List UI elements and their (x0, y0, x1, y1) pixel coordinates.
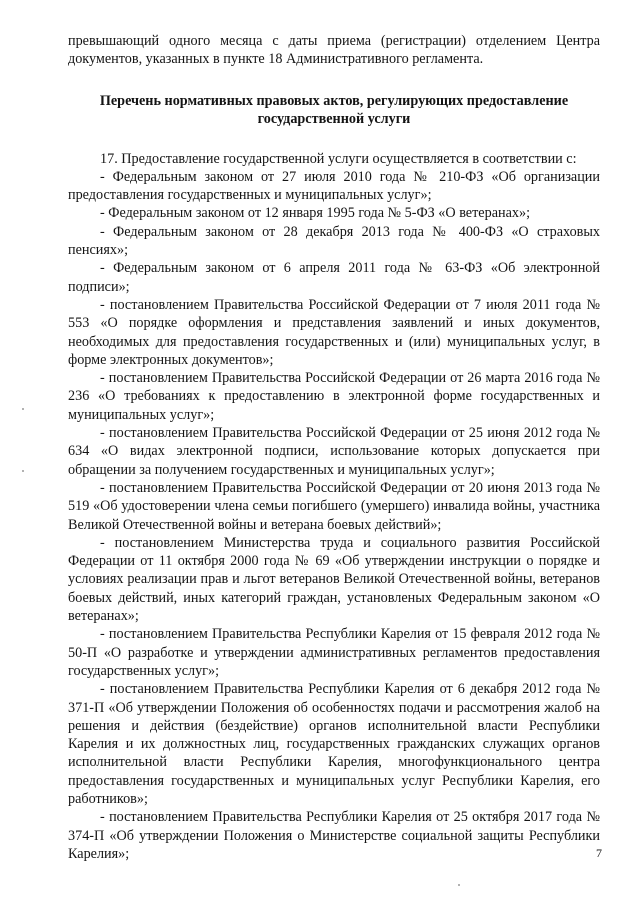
lead-paragraph: 17. Предоставление государственной услуги осуществляется в соответствии с: (100, 150, 577, 167)
list-item: - постановлением Правительства Российской Федерации от 20 июня 2013 года № 519 «Об удостоверении члена семьи погибшего (умершего) инвалида войны, участника Великой Отечественной войны и ветерана боевых действий»; (68, 479, 600, 533)
list-item: - постановлением Правительства Российской Федерации от 7 июля 2011 года № 553 «О порядке оформления и представления заявлений и иных документов, необходимых для предоставления государственных и (или) муниципальных услуг, в форме электронных документов»; (68, 296, 600, 368)
list-item: - постановлением Правительства Республики Карелия от 6 декабря 2012 года № 371-П «Об утверждении Положения об особенностях подачи и рассмотрения жалоб на решения и действия (бездействие) органов исполнительной власти Республики Карелия и их должностных лиц, государственных гражданских служащих органов исполнительной власти Республики Карелия, многофункционального центра предоставления государственных и муниципальных услуг Республики Карелия, его работников»; (68, 681, 600, 807)
scan-speck (22, 408, 24, 410)
section-heading: Перечень нормативных правовых актов, регулирующих предоставление государственной услуги (99, 92, 569, 127)
list-item: - постановлением Правительства Российской Федерации от 26 марта 2016 года № 236 «О требованиях к предоставлению в электронной форме государственных и муниципальных услуг»; (68, 370, 600, 423)
page-number: 7 (596, 846, 602, 860)
document-body (68, 32, 600, 863)
intro-paragraph: превышающий одного месяца с даты приема (регистрации) отделением Центра документов, указанных в пункте 18 Административного регламента. (68, 33, 600, 68)
list-item: - Федеральным законом от 6 апреля 2011 года № 63-ФЗ «Об электронной подписи»; (68, 260, 600, 295)
list-item: - постановлением Правительства Республики Карелия от 25 октября 2017 года № 374-П «Об утверждении Положения о Министерстве социальной защиты Республики Карелия»; (68, 809, 600, 862)
list-item: - постановлением Правительства Республики Карелия от 15 февраля 2012 года № 50-П «О разработке и утверждении административных регламентов предоставления государственных услуг»; (68, 626, 600, 679)
list-item: - Федеральным законом от 28 декабря 2013 года № 400-ФЗ «О страховых пенсиях»; (68, 223, 600, 259)
list-item: - постановлением Министерства труда и социального развития Российской Федерации от 11 октября 2000 года № 69 «Об утверждении инструкции о порядке и условиях реализации прав и льгот ветеранов Великой Отечественной войны, ветеранов боевых действий, иных категорий граждан, установленых Федеральным законом «О ветеранах»; (68, 534, 600, 625)
list-item: - Федеральным законом от 12 января 1995 года № 5-ФЗ «О ветеранах»; (100, 205, 531, 222)
list-item: - Федеральным законом от 27 июля 2010 года № 210-ФЗ «Об организации предоставления государственных и муниципальных услуг»; (68, 168, 600, 204)
list-item: - постановлением Правительства Российской Федерации от 25 июня 2012 года № 634 «О видах электронной подписи, использование которых допускается при обращении за получением государственных и муниципальных услуг»; (68, 425, 600, 478)
scan-speck (22, 470, 24, 472)
scan-speck (458, 884, 460, 886)
